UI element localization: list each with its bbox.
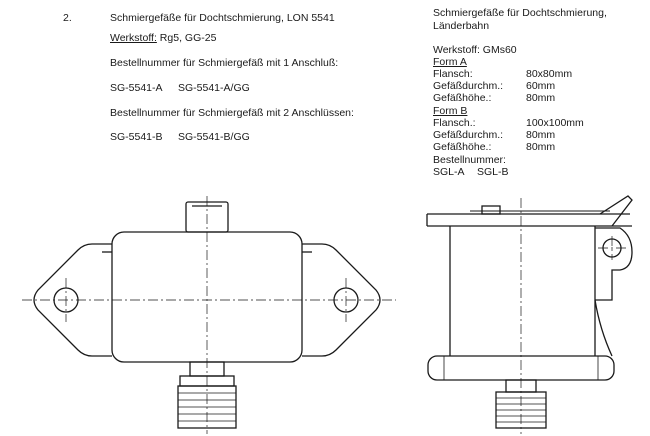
form-b-diameter-label: Gefäßdurchm.:	[433, 129, 504, 141]
order-two-connections-label: Bestellnummer für Schmiergefäß mit 2 Anschlüssen:	[110, 107, 354, 119]
material-value: Rg5, GG-25	[156, 32, 217, 44]
form-b-flange-value: 100x100mm	[526, 117, 584, 129]
order-one-connection-label: Bestellnummer für Schmiergefäß mit 1 Anschluß:	[110, 57, 339, 69]
material-label: Werkstoff:	[110, 32, 157, 44]
right-title-line2: Länderbahn	[433, 20, 490, 32]
form-a-height-label: Gefäßhöhe.:	[433, 92, 492, 104]
form-a-diameter-label: Gefäßdurchm.:	[433, 80, 504, 92]
form-a-diameter-value: 60mm	[526, 80, 556, 92]
order-number-label: Bestellnummer:	[433, 154, 506, 166]
code-sgl-a: SGL-A	[433, 166, 465, 178]
form-a-heading: Form A	[433, 56, 467, 68]
code-one-a: SG-5541-A	[110, 82, 163, 94]
form-b-flange-label: Flansch.:	[433, 117, 476, 129]
form-b-height-label: Gefäßhöhe.:	[433, 141, 492, 153]
form-a-flange-label: Flansch:	[433, 68, 473, 80]
code-two-b-gg: SG-5541-B/GG	[178, 131, 250, 143]
code-one-a-gg: SG-5541-A/GG	[178, 82, 250, 94]
left-title: Schmiergefäße für Dochtschmierung, LON 5541	[110, 12, 335, 24]
form-b-height-value: 80mm	[526, 141, 556, 153]
code-two-b: SG-5541-B	[110, 131, 163, 143]
right-material: Werkstoff: GMs60	[433, 44, 517, 56]
form-a-height-value: 80mm	[526, 92, 556, 104]
item-number: 2.	[63, 12, 72, 24]
right-title-line1: Schmiergefäße für Dochtschmierung,	[433, 7, 607, 19]
code-sgl-b: SGL-B	[477, 166, 509, 178]
form-b-heading: Form B	[433, 105, 468, 117]
form-a-flange-value: 80x80mm	[526, 68, 573, 80]
form-b-diameter-value: 80mm	[526, 129, 556, 141]
side-view-drawing-icon	[427, 196, 632, 428]
